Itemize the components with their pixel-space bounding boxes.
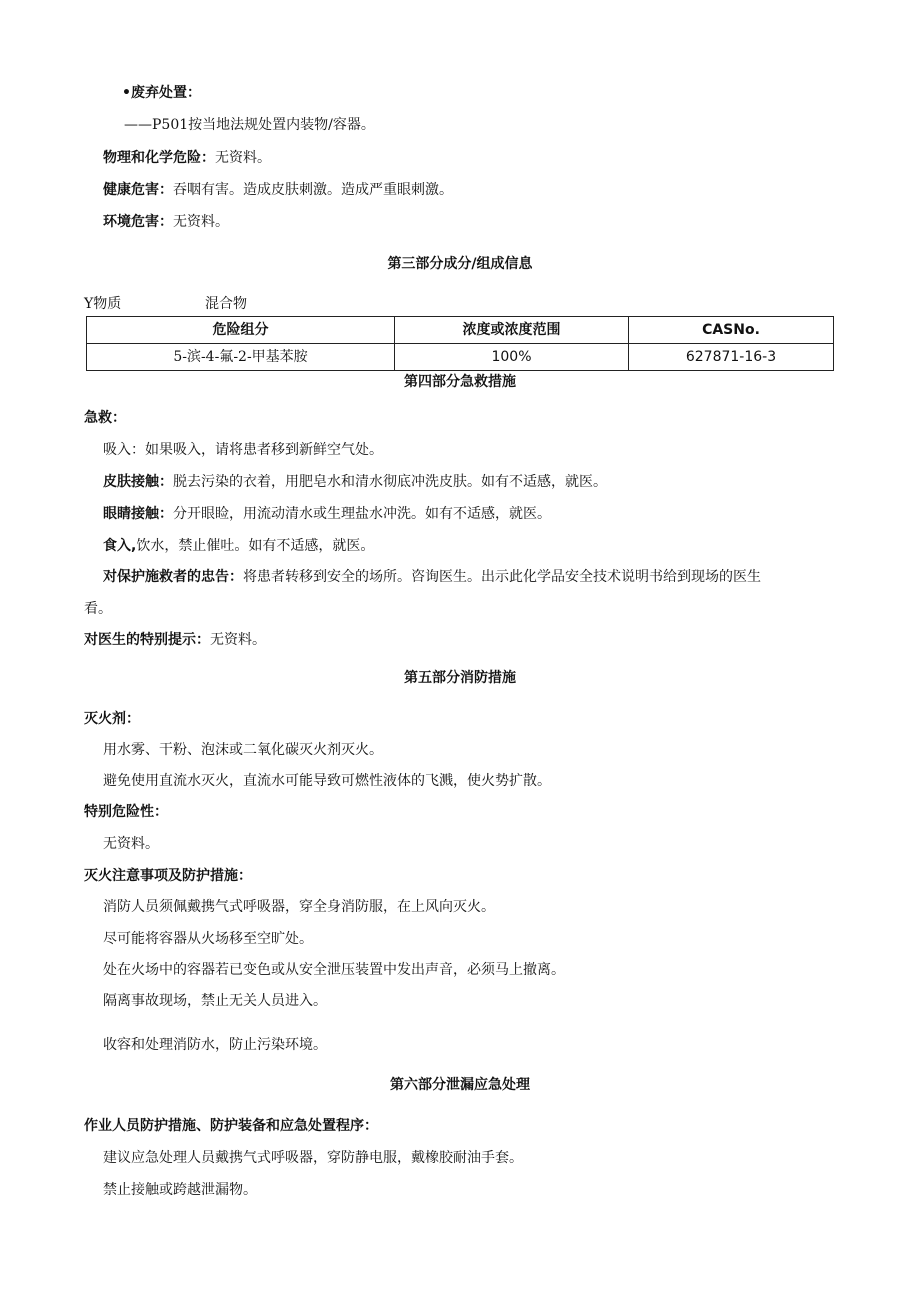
- special-hazard-value: 无资料。: [103, 836, 159, 852]
- section4-title: 第四部分急救措施: [404, 374, 516, 390]
- skin-contact-label: 皮肤接触：: [103, 474, 173, 490]
- eye-contact-line: [103, 505, 551, 523]
- ingestion-label: 食入,: [103, 538, 137, 554]
- rescuer-advice-label: 对保护施救者的忠告：: [103, 569, 243, 585]
- rescuer-advice-line: [103, 568, 761, 586]
- eye-contact-value: 分开眼睑，用流动清水或生理盐水冲洗。如有不适感，就医。: [173, 506, 551, 522]
- env-hazard-value: 无资料。: [173, 214, 229, 230]
- inhalation-line: 吸入：如果吸入，请将患者移到新鲜空气处。: [103, 442, 383, 458]
- skin-contact-value: 脱去污染的衣着，用肥皂水和清水彻底冲洗皮肤。如有不适感，就医。: [173, 474, 607, 490]
- header-concentration: 浓度或浓度范围: [395, 317, 629, 344]
- substance-value: 混合物: [205, 296, 247, 312]
- doctor-note-label: 对医生的特别提示：: [84, 632, 210, 648]
- personnel-protection-label: 作业人员防护措施、防护装备和应急处置程序：: [84, 1118, 378, 1134]
- ingestion-line: [103, 537, 374, 555]
- phys-hazard-label: 物理和化学危险：: [103, 150, 215, 166]
- composition-header-row: [87, 317, 834, 344]
- health-hazard-line: [103, 181, 453, 199]
- special-hazard-label: 特别危险性：: [84, 804, 168, 820]
- phys-hazard-line: [103, 149, 271, 167]
- phys-hazard-value: 无资料。: [215, 150, 271, 166]
- firstaid-label: 急救：: [84, 410, 126, 426]
- extinguishing-agent-label: 灭火剂：: [84, 711, 140, 727]
- rescuer-advice-continued: 看。: [84, 601, 112, 617]
- personnel-protection-2: 禁止接触或跨越泄漏物。: [103, 1182, 257, 1198]
- extinguishing-agent-1: 用水雾、干粉、泡沫或二氧化碳灭火剂灭火。: [103, 742, 383, 758]
- extinguishing-agent-2: 避免使用直流水灭火，直流水可能导致可燃性液体的飞溅，使火势扩散。: [103, 773, 551, 789]
- health-hazard-label: 健康危害：: [103, 182, 173, 198]
- disposal-heading: •废弃处置：: [122, 85, 201, 101]
- env-hazard-line: [103, 213, 229, 231]
- health-hazard-value: 吞咽有害。造成皮肤刺激。造成严重眼刺激。: [173, 182, 453, 198]
- section3-title: 第三部分成分/组成信息: [387, 256, 533, 272]
- cell-concentration: 100%: [395, 344, 629, 371]
- ingestion-value: 饮水，禁止催吐。如有不适感，就医。: [136, 538, 375, 554]
- composition-table: [86, 316, 834, 371]
- env-hazard-label: 环境危害：: [103, 214, 173, 230]
- cell-cas: 627871-16-3: [629, 344, 834, 371]
- firefighting-precaution-label: 灭火注意事项及防护措施：: [84, 868, 252, 884]
- eye-contact-label: 眼睛接触：: [103, 506, 173, 522]
- personnel-protection-1: 建议应急处理人员戴携气式呼吸器，穿防静电服，戴橡胶耐油手套。: [103, 1150, 523, 1166]
- firefighting-precaution-5: 收容和处理消防水，防止污染环境。: [103, 1037, 327, 1053]
- firefighting-precaution-4: 隔离事故现场，禁止无关人员进入。: [103, 993, 327, 1009]
- cell-component: 5-滨-4-氟-2-甲基苯胺: [87, 344, 395, 371]
- doctor-note-line: [84, 631, 266, 649]
- rescuer-advice-value: 将患者转移到安全的场所。咨询医生。出示此化学品安全技术说明书给到现场的医生: [243, 569, 761, 585]
- disposal-p501: ——P501按当地法规处置内装物/容器。: [124, 117, 375, 133]
- firefighting-precaution-2: 尽可能将容器从火场移至空旷处。: [103, 931, 313, 947]
- header-cas: CASNo.: [629, 317, 834, 344]
- section6-title: 第六部分泄漏应急处理: [390, 1077, 530, 1093]
- table-row: [87, 344, 834, 371]
- skin-contact-line: [103, 473, 607, 491]
- doctor-note-value: 无资料。: [210, 632, 266, 648]
- firefighting-precaution-3: 处在火场中的容器若已变色或从安全泄压装置中发出声音，必须马上撤离。: [103, 962, 565, 978]
- firefighting-precaution-1: 消防人员须佩戴携气式呼吸器，穿全身消防服，在上风向灭火。: [103, 899, 495, 915]
- substance-label: Y物质: [84, 296, 122, 312]
- section5-title: 第五部分消防措施: [404, 670, 516, 686]
- header-component: 危险组分: [87, 317, 395, 344]
